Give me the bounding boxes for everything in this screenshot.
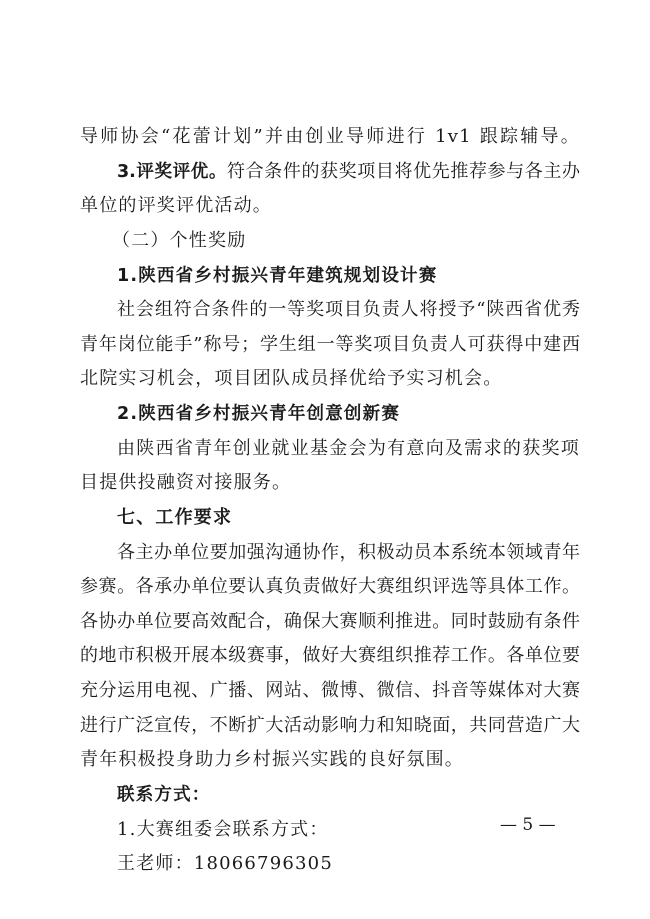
paragraph-line [80, 575, 580, 599]
line-text: 单位的评奖评优活动。 [80, 195, 272, 216]
paragraph-line [117, 298, 580, 322]
paragraph-line [117, 541, 580, 565]
section-heading-7 [117, 506, 580, 530]
line-text: 充分运用电视、广播、网站、微博、微信、抖音等媒体对大赛 [80, 680, 580, 701]
paragraph-line [80, 125, 580, 149]
contact-phone [117, 852, 580, 876]
line-text: 青年岗位能手”称号；学生组一等奖项目负责人可获得中建西 [80, 334, 580, 355]
paragraph-line [80, 471, 580, 495]
item-2-heading-line [117, 402, 580, 426]
contact-heading-text: 联系方式： [117, 785, 211, 805]
paragraph-line [80, 679, 580, 703]
paragraph-line [80, 194, 580, 218]
paragraph-line [117, 437, 580, 461]
contact-heading [117, 783, 580, 807]
line-text: 由陕西省青年创业就业基金会为有意向及需求的获奖项 [117, 438, 580, 459]
paragraph-line [80, 333, 580, 357]
item-2-heading: 2.陕西省乡村振兴青年创意创新赛 [117, 404, 401, 424]
page-number: — 5 — [500, 815, 556, 835]
paragraph-line [80, 748, 580, 772]
item-3-body: 符合条件的获奖项目将优先推荐参与各主办 [227, 161, 581, 182]
paragraph-line [80, 367, 580, 391]
line-text: 各主办单位要加强沟通协作，积极动员本系统本领域青年 [117, 542, 580, 563]
line-text: 的地市积极开展本级赛事，做好大赛组织推荐工作。各单位要 [80, 645, 580, 666]
line-text: 导师协会“花蕾计划”并由创业导师进行 1v1 跟踪辅导。 [80, 126, 580, 147]
line-text: 北院实习机会，项目团队成员择优给予实习机会。 [80, 368, 503, 389]
paragraph-line [80, 644, 580, 668]
paragraph-line [80, 610, 580, 634]
item-1-heading-line [117, 264, 580, 288]
item-1-heading: 1.陕西省乡村振兴青年建筑规划设计赛 [117, 266, 438, 286]
line-text: 各协办单位要高效配合，确保大赛顺利推进。同时鼓励有条件 [80, 611, 580, 632]
line-text: 参赛。各承办单位要认真负责做好大赛组织评选等具体工作。 [80, 576, 580, 597]
line-text: 青年积极投身助力乡村振兴实践的良好氛围。 [80, 749, 464, 770]
contact-phone-text: 王老师：18066796305 [117, 853, 333, 874]
line-text: 社会组符合条件的一等奖项目负责人将授予“陕西省优秀 [117, 299, 580, 320]
line-text: 目提供投融资对接服务。 [80, 472, 292, 493]
section-heading-2 [112, 229, 612, 253]
line-text: 进行广泛宣传，不断扩大活动影响力和知晓面，共同营造广大 [80, 715, 580, 736]
contact-line-text: 1.大赛组委会联系方式： [117, 819, 329, 840]
paragraph-line [80, 714, 580, 738]
section-heading-text: 七、工作要求 [117, 507, 233, 528]
item-3-line [117, 160, 580, 184]
item-3-heading: 3.评奖评优。 [117, 162, 227, 182]
section-heading-text: （二）个性奖励 [112, 230, 247, 251]
